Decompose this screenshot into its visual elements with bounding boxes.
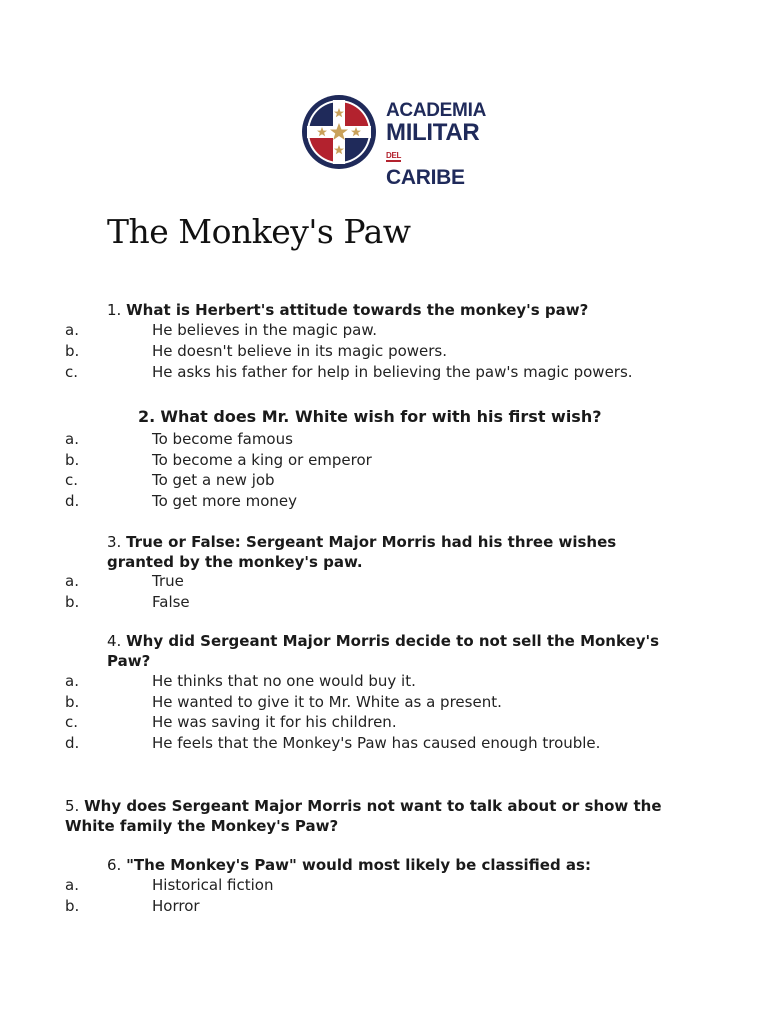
- page-title: The Monkey's Paw: [107, 212, 411, 251]
- option-4c: [0, 713, 768, 734]
- option-letter: c.: [65, 471, 79, 489]
- option-text: He doesn't believe in its magic powers.: [152, 342, 448, 360]
- option-letter: a.: [65, 321, 79, 339]
- question-2: [138, 407, 698, 427]
- option-letter: c.: [65, 363, 79, 381]
- option-letter: a.: [65, 876, 79, 894]
- question-number: 2.: [138, 407, 156, 426]
- academy-seal-icon: [300, 91, 378, 173]
- option-text: He believes in the magic paw.: [152, 321, 377, 339]
- question-text: Why did Sergeant Major Morris decide to not sell the Monkey's Paw?: [107, 632, 660, 670]
- question-number: 1.: [107, 301, 122, 319]
- option-2c: [0, 471, 768, 492]
- option-letter: a.: [65, 430, 79, 448]
- logo-line-2: MILITAR: [386, 119, 480, 146]
- option-text: He asks his father for help in believing the paw's magic powers.: [152, 363, 633, 381]
- question-text: True or False: Sergeant Major Morris had his three wishes granted by the monkey's paw.: [107, 533, 617, 571]
- option-text: He feels that the Monkey's Paw has caused enough trouble.: [152, 734, 601, 752]
- option-4d: [0, 734, 768, 755]
- option-letter: d.: [65, 492, 80, 510]
- question-text: "The Monkey's Paw" would most likely be classified as:: [126, 856, 591, 874]
- option-letter: b.: [65, 593, 80, 611]
- option-letter: a.: [65, 672, 79, 690]
- question-3: [107, 532, 647, 572]
- option-2d: [0, 492, 768, 513]
- academy-logo: [300, 91, 486, 189]
- option-4a: [0, 672, 768, 693]
- logo-line-3: [386, 146, 476, 188]
- question-number: 3.: [107, 533, 122, 551]
- question-number: 6.: [107, 856, 122, 874]
- logo-caribe-text: CARIBE: [386, 166, 465, 189]
- option-4b: [0, 693, 768, 714]
- question-number: 4.: [107, 632, 122, 650]
- option-text: He thinks that no one would buy it.: [152, 672, 416, 690]
- option-letter: b.: [65, 451, 80, 469]
- question-4: [107, 631, 672, 671]
- option-3b: [0, 593, 768, 614]
- question-5: [65, 796, 680, 836]
- option-text: Horror: [152, 897, 200, 915]
- logo-del-text: DEL: [386, 151, 402, 161]
- option-letter: b.: [65, 693, 80, 711]
- option-2a: [0, 430, 768, 451]
- option-1a: [0, 321, 768, 342]
- logo-line-1: ACADEMIA: [386, 100, 486, 121]
- option-text: True: [152, 572, 184, 590]
- option-letter: a.: [65, 572, 79, 590]
- question-1: [107, 300, 667, 320]
- logo-wordmark: [386, 100, 486, 189]
- option-text: He was saving it for his children.: [152, 713, 397, 731]
- option-2b: [0, 451, 768, 472]
- option-6a: [0, 876, 768, 897]
- option-text: False: [152, 593, 190, 611]
- question-6: [107, 855, 667, 875]
- option-text: To become famous: [152, 430, 293, 448]
- option-text: To get a new job: [152, 471, 275, 489]
- question-text: What does Mr. White wish for with his first wish?: [160, 407, 602, 426]
- question-text: What is Herbert's attitude towards the monkey's paw?: [126, 301, 589, 319]
- option-letter: d.: [65, 734, 80, 752]
- option-letter: b.: [65, 342, 80, 360]
- option-letter: c.: [65, 713, 79, 731]
- question-number: 5.: [65, 797, 80, 815]
- option-3a: [0, 572, 768, 593]
- option-text: To become a king or emperor: [152, 451, 372, 469]
- question-text: Why does Sergeant Major Morris not want to talk about or show the White family the Monkey's Paw?: [65, 797, 662, 835]
- option-text: To get more money: [152, 492, 297, 510]
- option-1c: [0, 363, 768, 384]
- option-letter: b.: [65, 897, 80, 915]
- option-1b: [0, 342, 768, 363]
- option-text: He wanted to give it to Mr. White as a present.: [152, 693, 502, 711]
- option-6b: [0, 897, 768, 918]
- option-text: Historical fiction: [152, 876, 274, 894]
